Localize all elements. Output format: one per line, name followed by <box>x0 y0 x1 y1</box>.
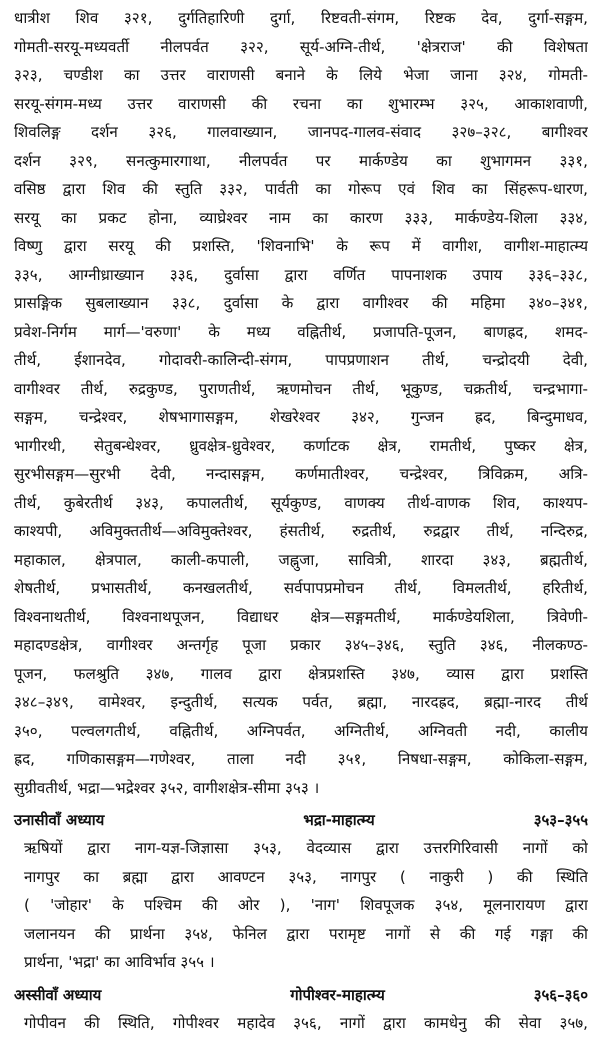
text-line: नागपुर का ब्रह्मा द्वारा आवण्टन ३५३, नागपुर ( नाकुरी ) की स्थिति <box>14 863 588 892</box>
text-line: ३३५, आग्नीध्राख्यान ३३६, दुर्वासा द्वारा वर्णित पापनाशक उपाय ३३६–३३८, <box>14 261 588 290</box>
chapter-label: अस्सीवाँ अध्याय <box>14 981 101 1009</box>
text-line: काश्यपी, अविमुक्ततीर्थ—अविमुक्तेश्वर, हंसतीर्थ, रुद्रतीर्थ, रुद्रद्वार तीर्थ, नन्दिरुद्र, <box>14 517 588 546</box>
text-line: धात्रीश शिव ३२१, दुर्गतिहारिणी दुर्गा, रिष्टवती-संगम, रिष्टक देव, दुर्गा-सङ्गम, <box>14 4 588 33</box>
text-line: ह्रद, गणिकासङ्गम—गणेश्वर, ताला नदी ३५१, निषधा-सङ्गम, कोकिला-सङ्गम, <box>14 745 588 774</box>
text-line: ऋषियों द्वारा नाग-यज्ञ-जिज्ञासा ३५३, वेदव्यास द्वारा उत्तरगिरिवासी नागों को <box>14 834 588 863</box>
text-line: ३५०, पल्वलगतीर्थ, वह्नितीर्थ, अग्निपर्वत, अग्नितीर्थ, अग्निवती नदी, कालीय <box>14 717 588 746</box>
text-line: सङ्गम, चन्द्रेश्वर, शेषभागासङ्गम, शेखरेश्वर ३४२, गुन्जन ह्रद, बिन्दुमाधव, <box>14 403 588 432</box>
chapter-label: उनासीवाँ अध्याय <box>14 806 104 834</box>
text-line: सरयू-संगम-मध्य उत्तर वाराणसी की रचना का शुभारम्भ ३२५, आकाशवाणी, <box>14 90 588 119</box>
text-line: सुग्रीवतीर्थ, भद्रा—भद्रेश्वर ३५२, वागीशक्षेत्र-सीमा ३५३ । <box>14 774 588 803</box>
section-1-text <box>14 4 588 802</box>
text-line: ३२३, चण्डीश का उत्तर वाराणसी बनाने के लिये भेजा जाना ३२४, गोमती- <box>14 61 588 90</box>
text-line: पूजन, फलश्रुति ३४७, गालव द्वारा क्षेत्रप्रशस्ति ३४७, व्यास द्वारा प्रशस्ति <box>14 660 588 689</box>
text-line: जलानयन की प्रार्थना ३५४, फेनिल द्वारा परामृष्ट नागों से की गई गङ्गा की <box>14 920 588 949</box>
text-line: भागीरथी, सेतुबन्धेश्वर, ध्रुवक्षेत्र-ध्रुवेश्वर, कर्णाटक क्षेत्र, रामतीर्थ, पुष्कर क्षेत्र, <box>14 432 588 461</box>
text-line: दर्शन ३२९, सनत्कुमारगाथा, नीलपर्वत पर मार्कण्डेय का शुभागमन ३३१, <box>14 147 588 176</box>
chapter-79-text <box>14 834 588 977</box>
text-line: वागीश्वर तीर्थ, रुद्रकुण्ड, पुराणतीर्थ, ऋणमोचन तीर्थ, भूकुण्ड, चक्रतीर्थ, चन्द्रभागा- <box>14 375 588 404</box>
text-line: गोपीवन की स्थिति, गोपीश्वर महादेव ३५६, नागों द्वारा कामधेनु की सेवा ३५७, <box>14 1009 588 1037</box>
text-line: विष्णु द्वारा सरयू की प्रशस्ति, 'शिवनाभि' के रूप में वागीश, वागीश-माहात्म्य <box>14 232 588 261</box>
chapter-page-range: ३५६–३६० <box>534 981 588 1009</box>
text-line: प्रासङ्गिक सुबलाख्यान ३३८, दुर्वासा के द्वारा वागीश्वर की महिमा ३४०–३४१, <box>14 289 588 318</box>
text-line: शिवलिङ्ग दर्शन ३२६, गालवाख्यान, जानपद-गालव-संवाद ३२७–३२८, बागीश्वर <box>14 118 588 147</box>
chapter-80-heading <box>14 981 588 1009</box>
text-line: प्रवेश-निर्गम मार्ग—'वरुणा' के मध्य वह्नितीर्थ, प्रजापति-पूजन, बाणह्रद, शमद- <box>14 318 588 347</box>
text-line: तीर्थ, ईशानदेव, गोदावरी-कालिन्दी-संगम, पापप्रणाशन तीर्थ, चन्द्रोदयी देवी, <box>14 346 588 375</box>
chapter-title: भद्रा-माहात्म्य <box>104 806 533 834</box>
chapter-title: गोपीश्वर-माहात्म्य <box>101 981 533 1009</box>
text-line: वसिष्ठ द्वारा शिव की स्तुति ३३२, पार्वती का गोरूप एवं शिव का सिंहरूप-धारण, <box>14 175 588 204</box>
text-line: प्रार्थना, 'भद्रा' का आविर्भाव ३५५ । <box>14 948 588 977</box>
text-line: शेषतीर्थ, प्रभासतीर्थ, कनखलतीर्थ, सर्वपापप्रमोचन तीर्थ, विमलतीर्थ, हरितीर्थ, <box>14 574 588 603</box>
text-line: ३४८–३४९, वामेश्वर, इन्दुतीर्थ, सत्यक पर्वत, ब्रह्मा, नारदह्रद, ब्रह्मा-नारद तीर्थ <box>14 688 588 717</box>
text-line: महाकाल, क्षेत्रपाल, काली-कपाली, जह्नुजा, सावित्री, शारदा ३४३, ब्रह्मतीर्थ, <box>14 546 588 575</box>
text-line: ( 'जोहार' के पश्चिम की ओर ), 'नाग' शिवपूजक ३५४, मूलनारायण द्वारा <box>14 891 588 920</box>
text-line: महादण्डक्षेत्र, वागीश्वर अन्तर्गृह पूजा प्रकार ३४५–३४६, स्तुति ३४६, नीलकण्ठ- <box>14 631 588 660</box>
text-line: सरयू का प्रकट होना, व्याघ्रेश्वर नाम का कारण ३३३, मार्कण्डेय-शिला ३३४, <box>14 204 588 233</box>
text-line: गोमती-सरयू-मध्यवर्ती नीलपर्वत ३२२, सूर्य-अग्नि-तीर्थ, 'क्षेत्रराज' की विशेषता <box>14 33 588 62</box>
chapter-page-range: ३५३–३५५ <box>534 806 588 834</box>
text-line: विश्वनाथतीर्थ, विश्वनाथपूजन, विद्याधर क्षेत्र—सङ्गमतीर्थ, मार्कण्डेयशिला, त्रिवेणी- <box>14 603 588 632</box>
text-line: तीर्थ, कुबेरतीर्थ ३४३, कपालतीर्थ, सूर्यकुण्ड, वाणक्य तीर्थ-वाणक शिव, काश्यप- <box>14 489 588 518</box>
chapter-79-heading <box>14 806 588 834</box>
text-line: सुरभीसङ्गम—सुरभी देवी, नन्दासङ्गम, कर्णमातीश्वर, चन्द्रेश्वर, त्रिविक्रम, अत्रि- <box>14 460 588 489</box>
